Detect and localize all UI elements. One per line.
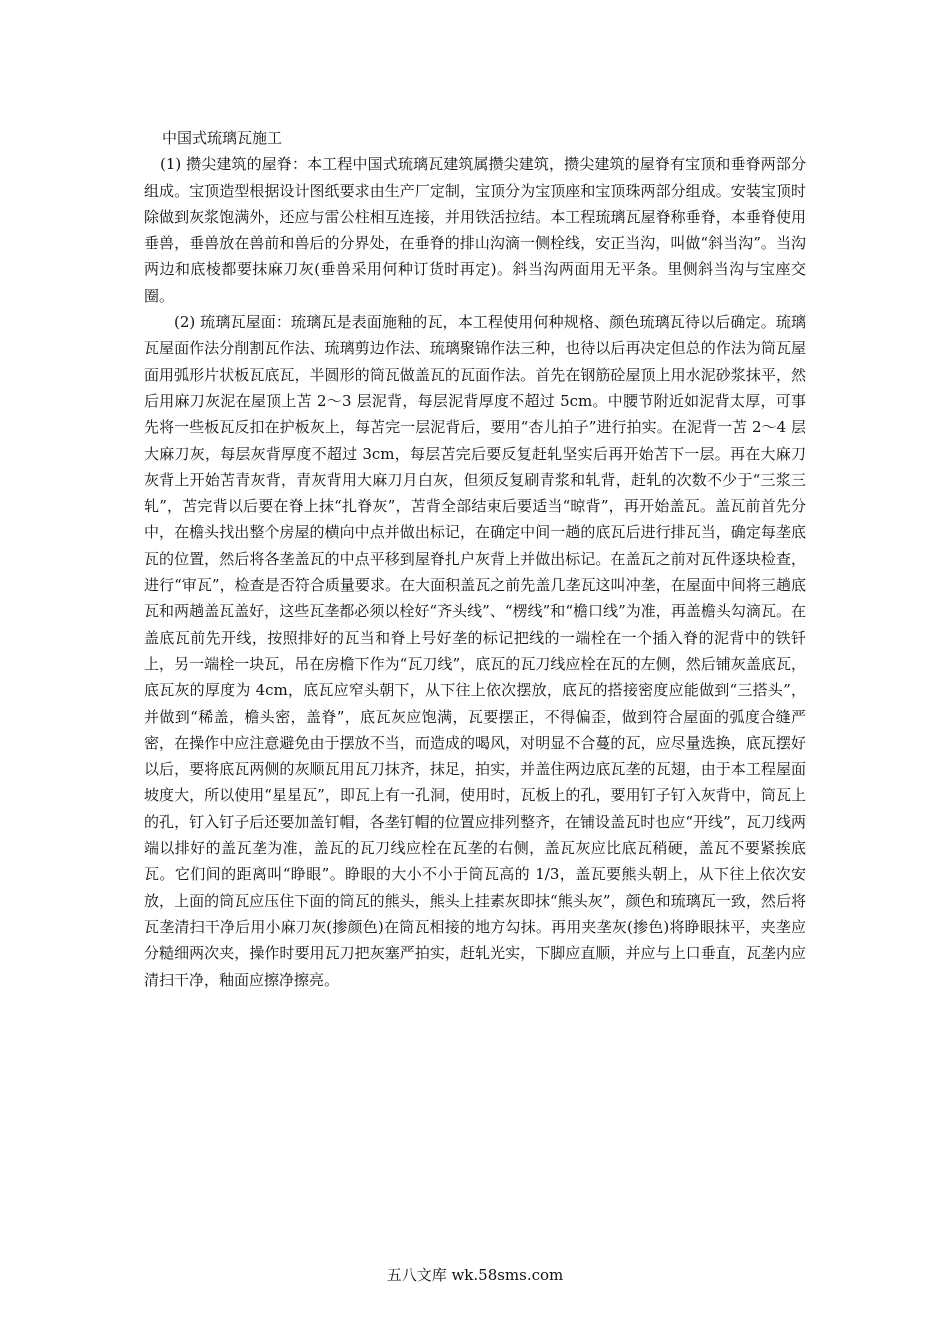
- footer-watermark: 五八文库 wk.58sms.com: [386, 1266, 564, 1284]
- paragraph-roof-ridge: (1) 攒尖建筑的屋脊：本工程中国式琉璃瓦建筑属攒尖建筑，攒尖建筑的屋脊有宝顶和垂脊两部分组成。宝顶造型根据设计图纸要求由生产厂定制，宝顶分为宝顶座和宝顶珠两部分组成。安装宝顶时除做到灰浆饱满外，还应与雷公柱相互连接，并用铁活拉结。本工程琉璃瓦屋脊称垂脊，本垂脊使用垂兽，垂兽放在兽前和兽后的分界处，在垂脊的排山沟滴一侧栓线，安正当沟，叫做“斜当沟”。当沟两边和底棱都要抹麻刀灰(垂兽采用何种订货时再定)。斜当沟两面用无平条。里侧斜当沟与宝座交圈。: [144, 155, 806, 305]
- document-title: 中国式琉璃瓦施工: [162, 129, 283, 147]
- document-body: [144, 125, 806, 993]
- paragraph-glazed-tile-roof: (2) 琉璃瓦屋面：琉璃瓦是表面施釉的瓦，本工程使用何种规格、颜色琉璃瓦待以后确定。琉璃瓦屋面作法分削割瓦作法、琉璃剪边作法、琉璃聚锦作法三种，也待以后再决定但总的作法为筒瓦屋面用弧形片状板瓦底瓦，半圆形的筒瓦做盖瓦的瓦面作法。首先在钢筋砼屋顶上用水泥砂浆抹平，然后用麻刀灰泥在屋顶上苫 2～3 层泥背，每层泥背厚度不超过 5cm。中腰节附近如泥背太厚，可事先将一些板瓦反扣在护板灰上，每苫完一层泥背后，要用“杏儿拍子”进行拍实。在泥背一苫 2～4 层大麻刀灰，每层灰背厚度不超过 3cm，每层苫完后要反复赶轧坚实后再开始苫下一层。再在大麻刀灰背上开始苫青灰背，青灰背用大麻刀月白灰，但须反复刷青浆和轧背，赶轧的次数不少于“三浆三轧”，苫完背以后要在脊上抹“扎脊灰”，苫背全部结束后要适当“晾背”，再开始盖瓦。盖瓦前首先分中，在檐头找出整个房屋的横向中点并做出标记，在确定中间一趟的底瓦后进行排瓦当，确定每垄底瓦的位置，然后将各垄盖瓦的中点平移到屋脊扎户灰背上并做出标记。在盖瓦之前对瓦件逐块检查，进行“审瓦”，检查是否符合质量要求。在大面积盖瓦之前先盖几垄瓦这叫冲垄，在屋面中间将三趟底瓦和两趟盖瓦盖好，这些瓦垄都必须以栓好“齐头线”、“楞线”和“檐口线”为准，再盖檐头勾滴瓦。在盖底瓦前先开线，按照排好的瓦当和脊上号好垄的标记把线的一端栓在一个插入脊的泥背中的铁钎上，另一端栓一块瓦，吊在房檐下作为“瓦刀线”，底瓦的瓦刀线应栓在瓦的左侧，然后铺灰盖底瓦，底瓦灰的厚度为 4cm，底瓦应窄头朝下，从下往上依次摆放，底瓦的搭接密度应能做到“三搭头”，并做到“稀盖，檐头密，盖脊”，底瓦灰应饱满，瓦要摆正，不得偏歪，做到符合屋面的弧度合缝严密，在操作中应注意避免由于摆放不当，而造成的喝风，对明显不合蔓的瓦，应尽量选换，底瓦摆好以后，要将底瓦两侧的灰顺瓦用瓦刀抹齐，抹足，拍实，并盖住两边底瓦垄的瓦翅，由于本工程屋面坡度大，所以使用“星星瓦”，即瓦上有一孔洞，使用时，瓦板上的孔，要用钉子钉入灰背中，筒瓦上的孔，钉入钉子后还要加盖钉帽，各垄钉帽的位置应排列整齐，在铺设盖瓦时也应“开线”，瓦刀线两端以排好的盖瓦垄为准，盖瓦的瓦刀线应栓在瓦垄的右侧，盖瓦灰应比底瓦稍硬，盖瓦不要紧挨底瓦。它们间的距离叫“睁眼”。睁眼的大小不小于筒瓦高的 1/3，盖瓦要熊头朝上，从下往上依次安放，上面的筒瓦应压住下面的筒瓦的熊头，熊头上挂素灰即抹“熊头灰”，颜色和琉璃瓦一致，然后将瓦垄清扫干净后用小麻刀灰(掺颜色)在筒瓦相接的地方勾抹。再用夹垄灰(掺色)将睁眼抹平，夹垄应分糙细两次夹，操作时要用瓦刀把灰塞严拍实，赶轧光实，下脚应直顺，并应与上口垂直，瓦垄内应清扫干净，釉面应擦净擦亮。: [144, 313, 806, 989]
